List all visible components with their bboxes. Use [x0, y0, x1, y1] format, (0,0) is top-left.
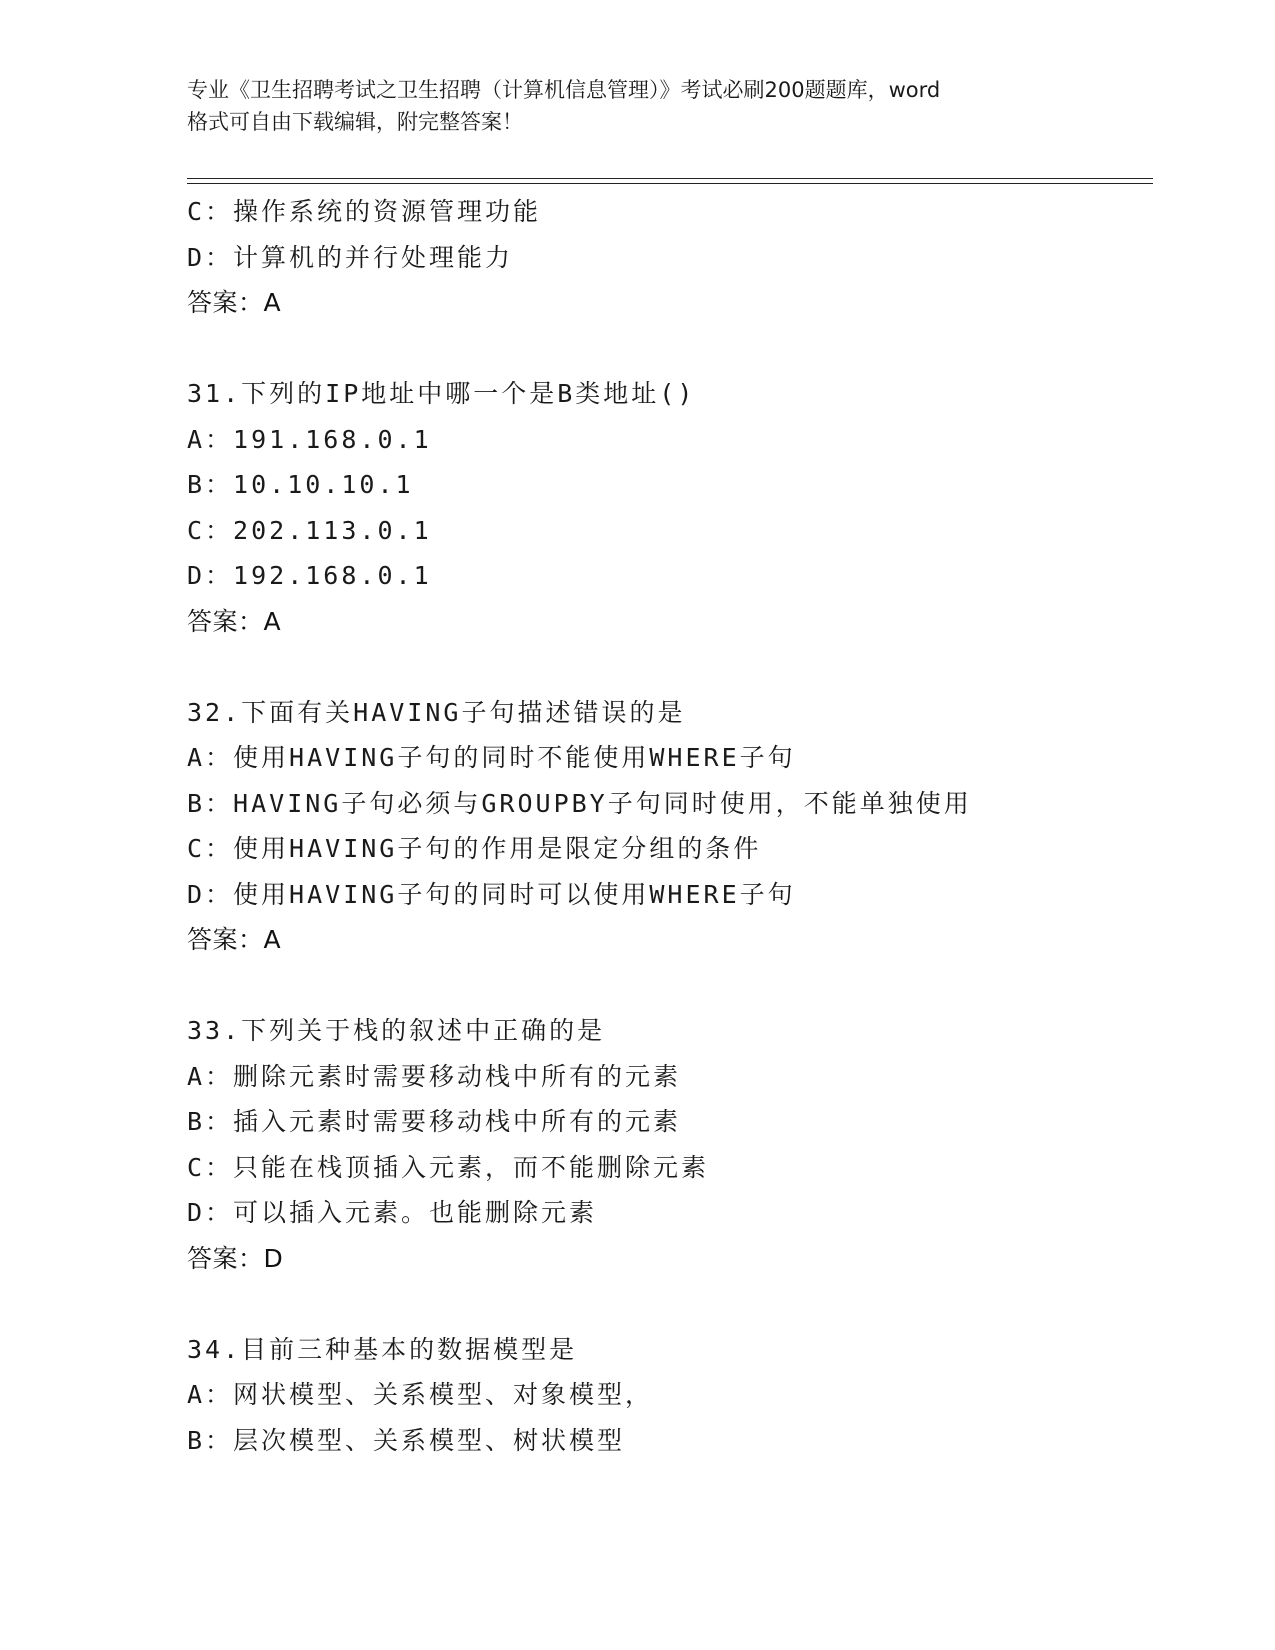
- answer-line: 答案：A: [187, 606, 282, 636]
- answer-line: 答案：A: [187, 925, 282, 954]
- question-list: [187, 189, 1153, 1463]
- option-d: D：使用HAVING子句的同时可以使用WHERE子句: [187, 879, 796, 909]
- option-c: C：只能在栈顶插入元素，而不能删除元素: [187, 1152, 710, 1182]
- option-c: C：202.113.0.1: [187, 515, 432, 545]
- header-line-1: 专业《卫生招聘考试之卫生招聘（计算机信息管理）》考试必刷200题题库，word: [187, 78, 941, 102]
- option-b: B：10.10.10.1: [187, 470, 414, 499]
- option-b: B：层次模型、关系模型、树状模型: [187, 1425, 626, 1455]
- document-header: [187, 74, 1087, 138]
- option-c: C：使用HAVING子句的作用是限定分组的条件: [187, 834, 762, 863]
- question-32: [187, 690, 1153, 963]
- question-partial: [187, 189, 1153, 326]
- question-31: [187, 371, 1153, 644]
- question-34: [187, 1327, 1153, 1464]
- option-d: D：可以插入元素。也能删除元素: [187, 1198, 598, 1227]
- spacer: [187, 326, 1153, 372]
- option-a: A：191.168.0.1: [187, 424, 432, 454]
- question-stem: 34.目前三种基本的数据模型是: [187, 1334, 578, 1364]
- spacer: [187, 1281, 1153, 1327]
- option-c: C：操作系统的资源管理功能: [187, 197, 542, 226]
- question-stem: 33.下列关于栈的叙述中正确的是: [187, 1016, 606, 1045]
- question-stem: 31.下列的IP地址中哪一个是B类地址(): [187, 379, 696, 408]
- answer-line: 答案：D: [187, 1243, 284, 1273]
- spacer: [187, 963, 1153, 1009]
- option-d: D：192.168.0.1: [187, 561, 432, 590]
- option-a: A：网状模型、关系模型、对象模型，: [187, 1380, 654, 1409]
- question-stem: 32.下面有关HAVING子句描述错误的是: [187, 697, 686, 727]
- header-divider-bottom: [187, 183, 1153, 184]
- spacer: [187, 644, 1153, 690]
- option-b: B：插入元素时需要移动栈中所有的元素: [187, 1107, 682, 1136]
- answer-line: 答案：A: [187, 288, 282, 317]
- header-divider-top: [187, 178, 1153, 179]
- option-a: A：使用HAVING子句的同时不能使用WHERE子句: [187, 743, 796, 772]
- option-b: B：HAVING子句必须与GROUPBY子句同时使用，不能单独使用: [187, 788, 972, 818]
- option-d: D：计算机的并行处理能力: [187, 242, 514, 272]
- question-33: [187, 1008, 1153, 1281]
- header-line-2: 格式可自由下载编辑，附完整答案！: [187, 110, 523, 134]
- option-a: A：删除元素时需要移动栈中所有的元素: [187, 1061, 682, 1091]
